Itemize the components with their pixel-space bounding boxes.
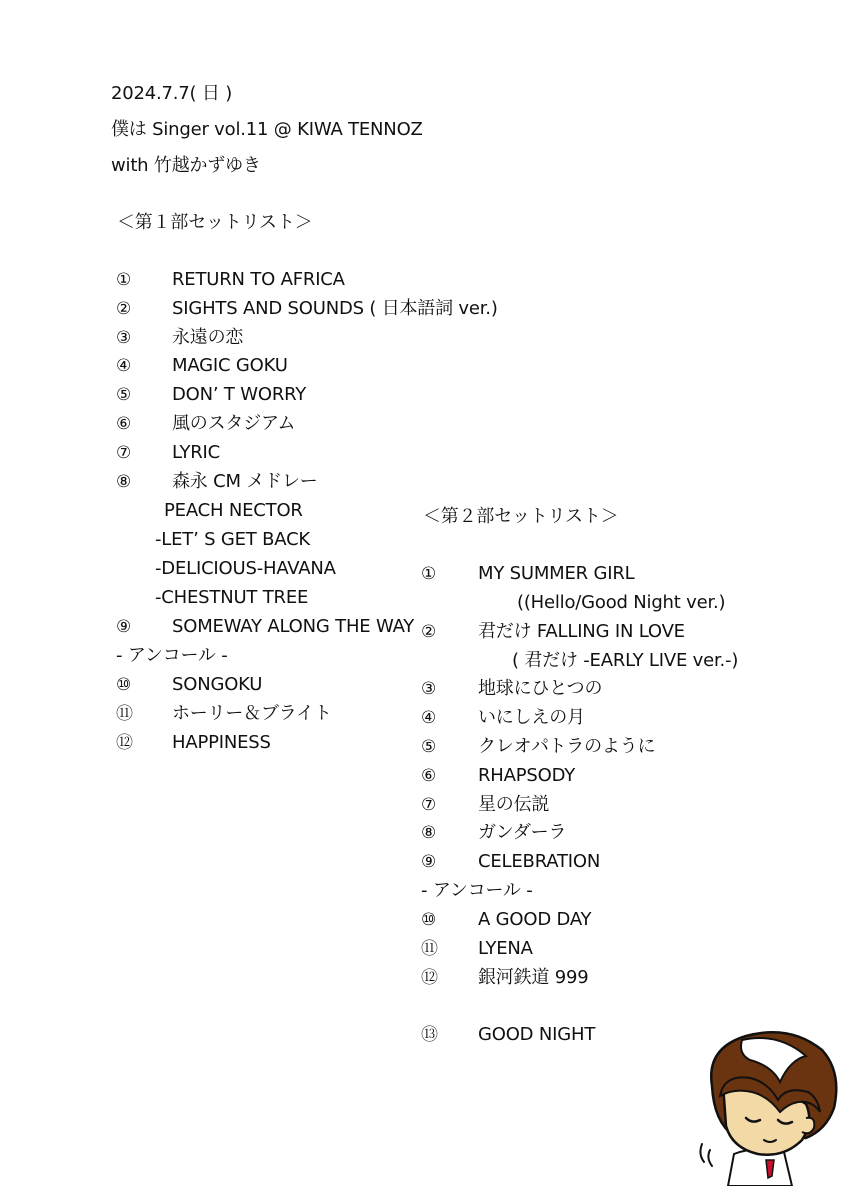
song-title: LYENA	[478, 938, 533, 959]
song-title: 永遠の恋	[172, 327, 244, 348]
song-title: SONGOKU	[172, 674, 263, 695]
encore-label: - アンコール -	[116, 645, 228, 666]
song-title: 銀河鉄道 999	[478, 967, 589, 988]
song-title: 地球にひとつの	[478, 678, 603, 699]
medley-item: -DELICIOUS-HAVANA	[155, 558, 336, 579]
song-title: 君だけ FALLING IN LOVE	[478, 621, 685, 642]
song-number: ⑫	[116, 733, 133, 753]
song-number: ②	[421, 622, 437, 642]
medley-item: PEACH NECTOR	[164, 500, 303, 521]
song-note: ( 君だけ -EARLY LIVE ver.-)	[512, 650, 739, 671]
song-title: ホーリー＆ブライト	[172, 703, 332, 724]
song-number: ⑪	[116, 704, 133, 724]
encore-label: - アンコール -	[421, 880, 533, 901]
song-number: ②	[116, 299, 132, 319]
song-number: ⑤	[421, 737, 437, 757]
song-title: RHAPSODY	[478, 765, 576, 786]
song-title: DON’ T WORRY	[172, 384, 307, 405]
song-number: ⑥	[116, 414, 132, 434]
song-title: MY SUMMER GIRL	[478, 563, 635, 584]
song-title: SIGHTS AND SOUNDS ( 日本語詞 ver.)	[172, 298, 498, 319]
song-number: ⑧	[116, 472, 132, 492]
song-title: MAGIC GOKU	[172, 355, 288, 376]
song-number: ⑨	[116, 617, 132, 637]
song-number: ①	[116, 270, 132, 290]
song-number: ⑫	[421, 968, 438, 988]
song-title: CELEBRATION	[478, 851, 601, 872]
song-number: ③	[116, 328, 132, 348]
song-number: ⑧	[421, 823, 437, 843]
part1-heading: ＜第１部セットリスト＞	[117, 212, 313, 233]
song-number: ⑨	[421, 852, 437, 872]
part2-heading: ＜第２部セットリスト＞	[423, 506, 619, 527]
song-title: 風のスタジアム	[172, 413, 296, 434]
song-number: ⑤	[116, 385, 132, 405]
song-number: ⑥	[421, 766, 437, 786]
song-title: ガンダーラ	[478, 822, 567, 843]
song-number: ①	[421, 564, 437, 584]
song-number: ⑦	[421, 795, 437, 815]
song-number: ③	[421, 679, 437, 699]
song-number: ⑪	[421, 939, 438, 959]
song-title: RETURN TO AFRICA	[172, 269, 345, 290]
song-title: SOMEWAY ALONG THE WAY	[172, 616, 415, 637]
song-number: ④	[116, 356, 132, 376]
song-title: LYRIC	[172, 442, 221, 463]
song-number: ④	[421, 708, 437, 728]
song-number: ⑩	[116, 675, 132, 695]
song-title: HAPPINESS	[172, 732, 271, 753]
song-title: GOOD NIGHT	[478, 1024, 596, 1045]
song-number: ⑦	[116, 443, 132, 463]
song-title: クレオパトラのように	[478, 736, 656, 757]
song-note: ((Hello/Good Night ver.)	[517, 592, 726, 613]
song-title: いにしえの月	[478, 707, 585, 728]
song-title: 森永 CM メドレー	[172, 471, 318, 492]
song-title: A GOOD DAY	[478, 909, 592, 930]
song-title: 星の伝説	[478, 794, 550, 815]
event-guest: with 竹越かずゆき	[111, 155, 261, 176]
song-number: ⑩	[421, 910, 437, 930]
medley-item: -LET’ S GET BACK	[155, 529, 311, 550]
medley-item: -CHESTNUT TREE	[155, 587, 309, 608]
song-number: ⑬	[421, 1025, 438, 1045]
bowing-character-illustration	[694, 1026, 844, 1186]
event-title: 僕は Singer vol.11 @ KIWA TENNOZ	[111, 119, 423, 140]
event-date: 2024.7.7( 日 )	[111, 83, 233, 104]
